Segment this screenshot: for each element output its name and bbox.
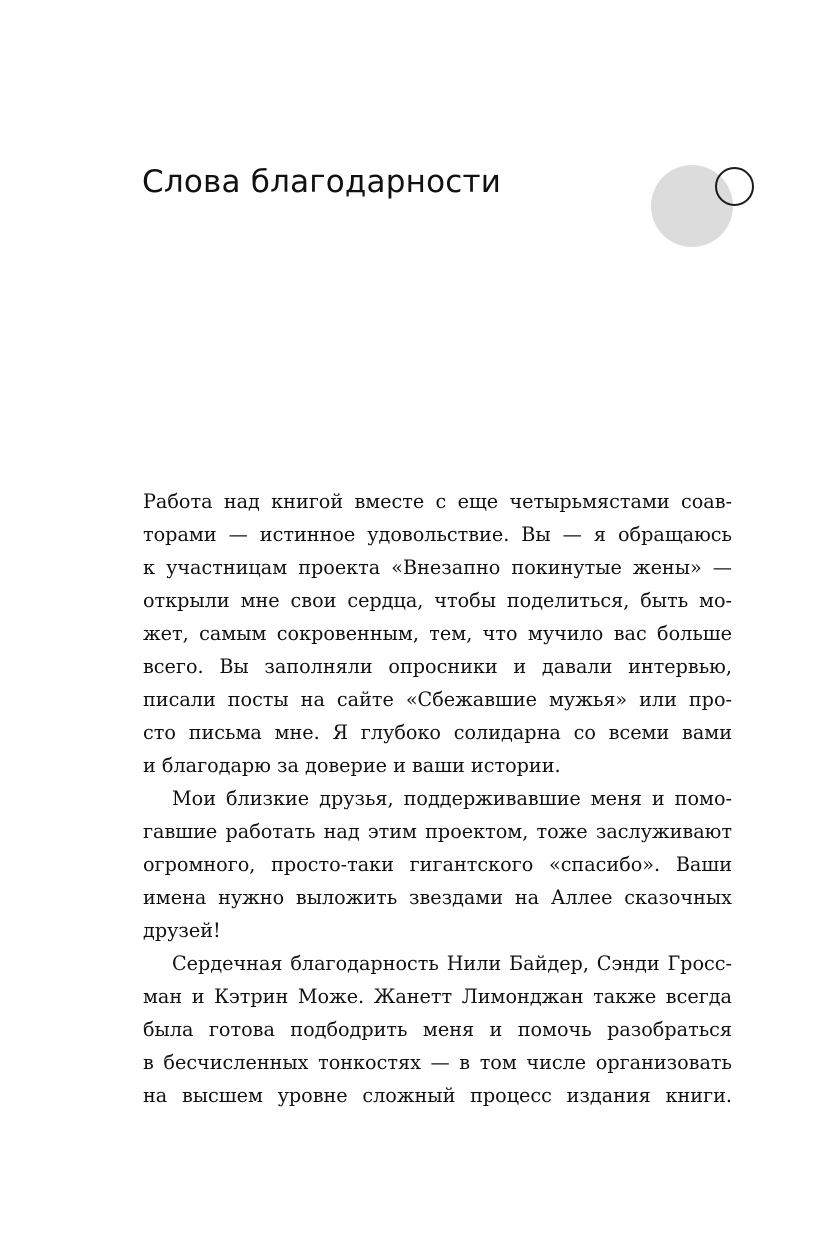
- text-line: в бесчисленных тонкостях — в том числе организовать: [143, 1051, 732, 1074]
- paragraph-1: [143, 485, 732, 782]
- text-line: жет, самым сокровенным, тем, что мучило вас больше: [143, 622, 732, 645]
- text-line: сто письма мне. Я глубоко солидарна со всеми вами: [143, 721, 732, 744]
- outline-circle-decoration: [715, 167, 754, 206]
- text-line: была готова подбодрить меня и помочь разобраться: [143, 1018, 732, 1041]
- paragraph-3: [143, 947, 732, 1112]
- text-line: открыли мне свои сердца, чтобы поделиться, быть мо-: [143, 589, 732, 612]
- chapter-title: Слова благодарности: [142, 164, 502, 200]
- text-line: Мои близкие друзья, поддерживавшие меня и помо-: [172, 787, 732, 810]
- text-line: имена нужно выложить звездами на Аллее сказочных: [143, 886, 732, 909]
- text-line: друзей!: [143, 919, 221, 942]
- text-line: торами — истинное удовольствие. Вы — я обращаюсь: [143, 523, 732, 546]
- text-line: ман и Кэтрин Може. Жанетт Лимонджан также всегда: [143, 985, 732, 1008]
- text-line: огромного, просто-таки гигантского «спасибо». Ваши: [143, 853, 732, 876]
- body-text: [143, 485, 732, 1112]
- text-line: Работа над книгой вместе с еще четырьмястами соав-: [143, 490, 732, 513]
- text-line: писали посты на сайте «Сбежавшие мужья» или про-: [143, 688, 732, 711]
- text-line: и благодарю за доверие и ваши истории.: [143, 754, 561, 777]
- text-line: к участницам проекта «Внезапно покинутые жены» —: [143, 556, 732, 579]
- text-line: на высшем уровне сложный процесс издания книги.: [143, 1084, 732, 1107]
- text-line: гавшие работать над этим проектом, тоже заслуживают: [143, 820, 732, 843]
- text-line: всего. Вы заполняли опросники и давали интервью,: [143, 655, 732, 678]
- text-line: Сердечная благодарность Нили Байдер, Сэнди Гросс-: [172, 952, 732, 975]
- paragraph-2: [143, 782, 732, 947]
